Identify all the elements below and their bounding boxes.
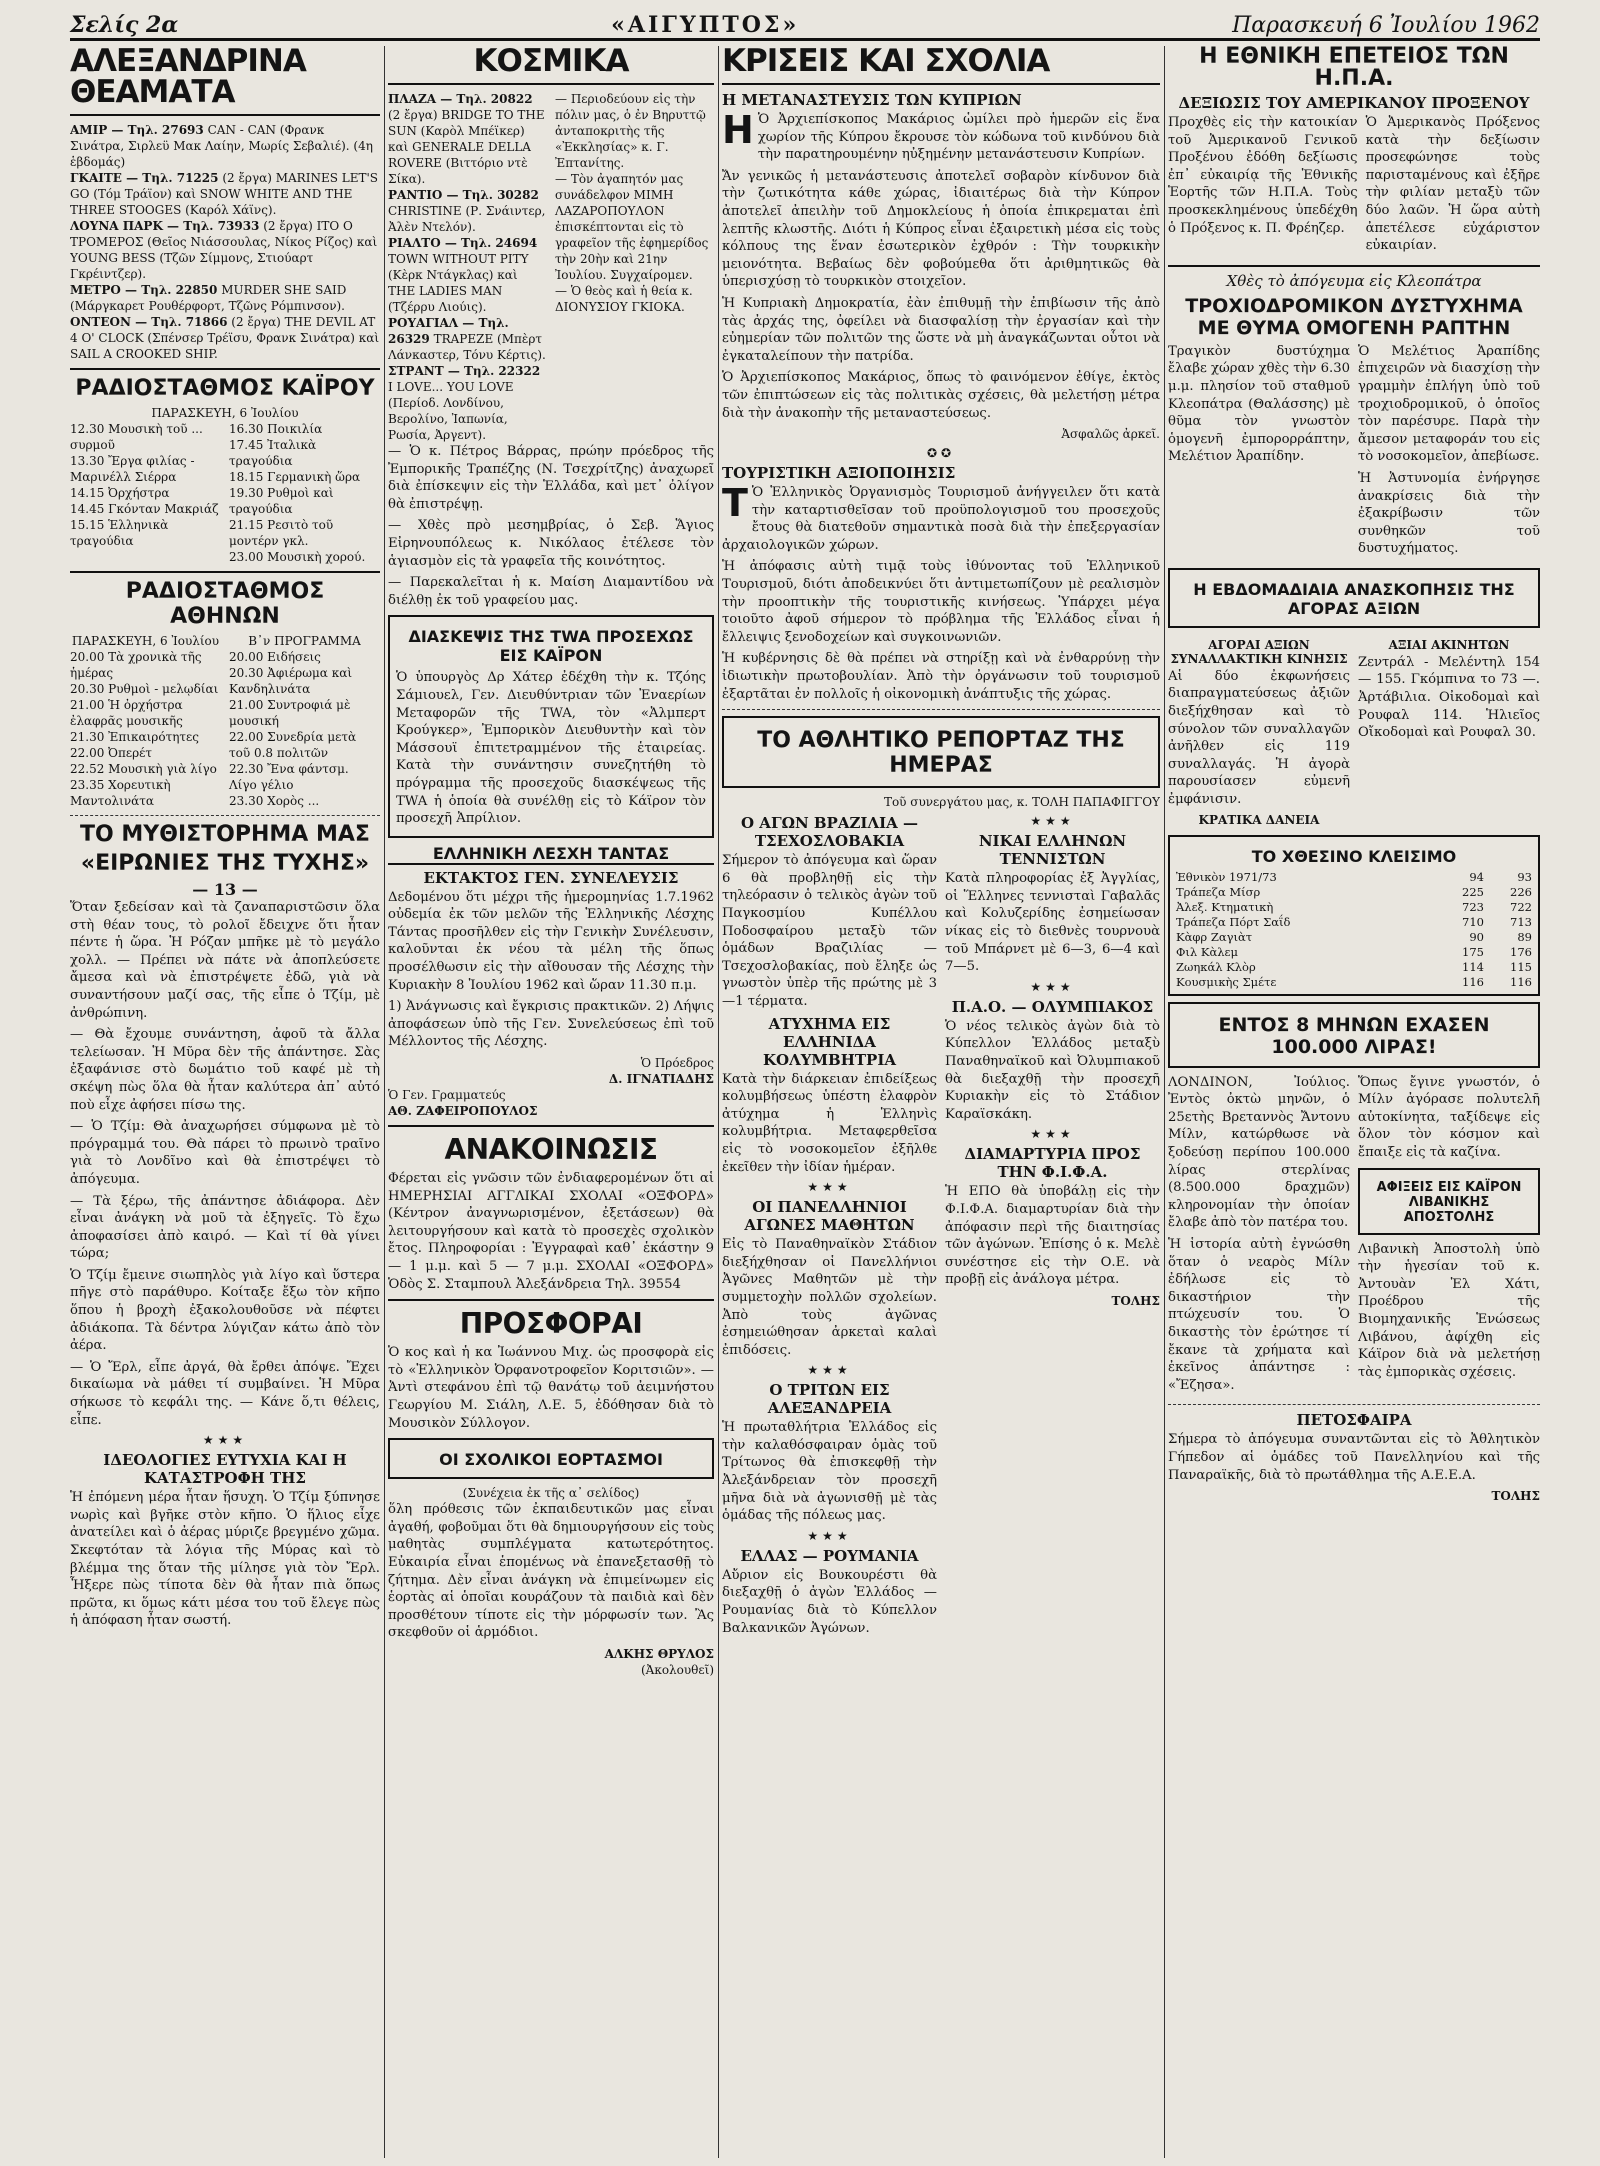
cinema-name: ΑΜΙΡ — Τηλ. 27693 xyxy=(70,123,204,137)
cinema-name: ΛΟΥΝΑ ΠΑΡΚ — Τηλ. 73933 xyxy=(70,219,260,233)
program-item: 20.00 Ειδήσεις xyxy=(229,650,321,664)
price: 176 xyxy=(1510,944,1532,959)
program-item: 21.15 Ρεσιτὸ τοῦ μοντέρν γκλ. xyxy=(229,518,334,548)
market-text: Αἱ δύο ἐκφωνήσεις διαπραγματεύσεως ἀξιῶν διεξήχθησαν καὶ τὸ σύνολον τῶν συναλλαγῶν ἀνῆλθεν εἰς 119 συναλλαγάς. Ἡ ἀγορὰ παρουσίασεν εὐμενῆ ἐμφάνισιν. xyxy=(1168,668,1350,808)
cyprus-paragraph: Ἄν γενικῶς ἡ μετανάστευσις ἀποτελεῖ σοβαρὸν κίνδυνον διὰ τὴν ζωτικότητα κάθε χώρας, ἰδιαιτέρως διὰ τὴν Κύπρον ἀποτελεῖ ἀπειλὴν τοῦ Δημοκλείους ἡ ὁποία ἐπικρεμαται ἐπὶ λεπτῆς κλωστῆς. Διότι ἡ Κύπρος εἶναι ἐξαιρετικὴ μέσα εἰς τοὺς κόλπους της ἕναν ἐσωτερικὸν ἐχθρόν : Τὴν τουρκικὴν μειονότητα. Βεβαίως δὲν φοβούμεθα ὅτι ἀριθμητικῶς θὰ ὑπερισχύσῃ τὸ τουρκικὸν στοιχεῖον. xyxy=(722,168,1160,290)
market-review-box xyxy=(1168,568,1540,628)
continued-note: (Συνέχεια ἐκ τῆς α᾽ σελίδος) xyxy=(462,1486,640,1501)
program-item: 21.00 Ἡ ὀρχήστρα ἐλαφρᾶς μουσικῆς xyxy=(70,698,183,728)
school-celebrations-box xyxy=(388,1438,714,1479)
twa-article xyxy=(388,615,714,837)
cyprus-paragraph: Ἡ Κυπριακὴ Δημοκρατία, ἐὰν ἐπιθυμῇ τὴν ἐπιβίωσιν τῆς ἀπὸ τὰς ἀρχάς της, ὀφείλει νὰ διασφαλίσῃ τὴν ἐργασίαν καὶ τὴν εὐημερίαν τῶν πολιτῶν της ὥστε νὰ μὴ ἀναγκάζωνται οὗτοι νὰ ἐγκαταλείπουν τὴν πατρίδα. xyxy=(722,295,1160,364)
sport-item-heading: Ο ΑΓΩΝ ΒΡΑΖΙΛΙΑ — ΤΣΕΧΟΣΛΟΒΑΚΙΑ xyxy=(741,814,918,851)
tourism-paragraph xyxy=(722,481,1160,554)
separator-stars: ★★★ xyxy=(1030,979,1075,994)
cinema-program: CHRISTINE (Ρ. Σνάιντερ, Ἀλὲν Ντελόν). xyxy=(388,204,546,234)
cinema-name: ΡΟΥΑΓΙΑΛ — Τηλ. 26329 xyxy=(388,316,509,346)
cinema-name: ΜΕΤΡΟ — Τηλ. 22850 xyxy=(70,283,218,297)
table-row xyxy=(1176,930,1532,945)
cinema-program: (2 ἔργα) BRIDGE TO THE SUN (Καρὸλ Μπέϊκερ) καὶ GENERALE DELLA ROVERE (Βιττόριο ντὲ Σίκα). xyxy=(388,108,545,186)
volleyball-heading: ΠΕΤΟΣΦΑΙΡΑ xyxy=(1296,1411,1412,1430)
radio-cairo-date: ΠΑΡΑΣΚΕΥΗ, 6 Ἰουλίου xyxy=(151,406,299,420)
page-number: Σελίς 2α xyxy=(70,12,179,38)
social-note: — Χθὲς πρὸ μεσημβρίας, ὁ Σεβ. Ἅγιος Εἰρηνουπόλεως κ. Νικόλαος ἐτέλεσε τὸν ἁγιασμὸν εἰς τὰ γραφεῖα τῆς κοινότητος. xyxy=(388,518,714,569)
security-name: Τράπεζα Μίσρ xyxy=(1176,884,1261,899)
sport-signature: ΤΟΛΗΣ xyxy=(1111,1293,1160,1308)
program-item: 18.15 Γερμανικὴ ὥρα xyxy=(229,470,361,484)
radio-cairo-program xyxy=(70,421,380,565)
volleyball-signature: ΤΟΛΗΣ xyxy=(1491,1489,1540,1504)
security-name: Φιλ Κὰλεμ xyxy=(1176,944,1238,959)
divider xyxy=(1168,265,1540,267)
column-1 xyxy=(70,46,380,2156)
novel-paragraph: Ἡ ἐπόμενη μέρα ἦταν ἥσυχη. Ὁ Τζίμ ξύπνησε νωρὶς καὶ βγῆκε στὸν κῆπο. Ὁ ἥλιος εἶχε ἀνατείλει καὶ ὁ ἀέρας μύριζε βρεγμένο χῶμα. Σκεφτόταν τὰ λόγια τῆς Μύρας καὶ τὸ βλέμμα της ὅταν τῆς μίλησε γιὰ τὸν Ἔρλ. Ἦξερε πὼς τίποτα δὲν θὰ ἦταν πιὰ ὅπως πρῶτα, κι ὅμως κάτι μέσα του τοῦ ἔλεγε πὼς ἡ ἀπόφαση ἦταν σωστή. xyxy=(70,1490,380,1629)
leschi-heading: ΕΛΛΗΝΙΚΗ ΛΕΣΧΗ ΤΑΝΤΑΣ xyxy=(388,844,714,865)
drop-cap: Η xyxy=(722,108,754,152)
divider xyxy=(388,83,714,85)
table-row xyxy=(1176,975,1532,990)
signature-role: Ὁ Γεν. Γραμματεύς xyxy=(388,1088,506,1103)
table-row xyxy=(1176,870,1532,885)
cinema-listing xyxy=(70,122,380,362)
column-3 xyxy=(722,46,1160,2156)
sport-item-text: Κατὰ τὴν διάρκειαν ἐπιδείξεως κολυμβήσεως ὑπέστη ἐλαφρὸν ἀτύχημα ἡ Ἑλληνὶς κολυμβήτρια. Μεταφερθεῖσα εἰς τὸ νοσοκομεῖον ἐξῆλθε ἐκεῖθεν τὴν ἰδίαν ἡμέραν. xyxy=(722,1071,937,1175)
novel-paragraph: — Ὁ Τζίμ: Θὰ ἀναχωρήσει σύμφωνα μὲ τὸ πρόγραμμά του. Θὰ πάρει τὸ πρωινὸ τραῖνο γιὰ τὸ Λονδῖνο καὶ θὰ ἐπιστρέψει τὸ ἀπόγευμα. xyxy=(70,1119,380,1187)
arrivals-heading: ΑΦΙΞΕΙΣ ΕΙΣ ΚΑΪΡΟΝ ΛΙΒΑΝΙΚΗΣ ΑΠΟΣΤΟΛΗΣ xyxy=(1376,1179,1522,1225)
social-note: — Ὁ κ. Πέτρος Βάρρας, πρώην πρόεδρος τῆς Ἐμπορικῆς Τραπέζης (Ν. Τσεχρίτζης) ἀναχωρεῖ διὰ ἐπίσκεψιν εἰς τὴν Ἑλλάδα, καὶ μετ᾽ ὀλίγον θὰ ἐπιστρέψῃ. xyxy=(388,444,714,512)
cinema-program: (2 ἔργα) MARINES LET'S GO (Τόμ Τράϊον) καὶ SNOW WHITE AND THE THREE STOOGES (Καρόλ Χάϊνς). xyxy=(70,171,378,217)
novel-paragraph: — Θὰ ἔχουμε συνάντηση, ἀφοῦ τὰ ἄλλα τελείωσαν. Ἡ Μῦρα δὲν τῆς ἀπάντησε. Σὰς ἐξαφάνισε στὸ δωμάτιο τοῦ καφέ μὲ τὴ σκέψη πὼς ὅλα θὰ ἦταν καλύτερα ἀπ᾽ αὐτό ποὺ εἶχε ἀφήσει πίσω της. xyxy=(70,1027,380,1113)
social-note: — Ὁ θεὸς καὶ ἡ θεία κ. ΔΙΟΝΥΣΙΟΥ ΓΚΙΟΚΑ. xyxy=(555,284,693,314)
price: 226 xyxy=(1510,884,1532,899)
separator-stars: ★★★ xyxy=(202,1433,248,1448)
accident-heading: ΤΡΟΧΙΟΔΡΟΜΙΚΟΝ ΔΥΣΤΥΧΗΜΑ ΜΕ ΘΥΜΑ ΟΜΟΓΕΝΗ ΡΑΠΤΗΝ xyxy=(1185,294,1523,339)
radio-athens-program xyxy=(70,633,380,809)
section-title-theamata: ΑΛΕΞΑΝΔΡΙΝΑ ΘΕΑΜΑΤΑ xyxy=(70,46,306,110)
program-item: 21.30 Ἐπικαιρότητες xyxy=(70,730,199,744)
price: 90 xyxy=(1469,929,1484,944)
novel-subheading: ΙΔΕΟΛΟΓΙΕΣ ΕΥΤΥΧΙΑ ΚΑΙ Η ΚΑΤΑΣΤΡΟΦΗ ΤΗΣ xyxy=(103,1451,347,1488)
market-subheading: ΑΓΟΡΑΙ ΑΞΙΩΝ ΣΥΝΑΛΛΑΚΤΙΚΗ ΚΙΝΗΣΙΣ xyxy=(1170,637,1348,666)
twa-heading: ΔΙΑΣΚΕΨΙΣ ΤΗΣ TWA ΠΡΟΣΕΧΩΣ ΕΙΣ ΚΑΪΡΟΝ xyxy=(408,627,694,666)
cyprus-lead: Ὁ Ἀρχιεπίσκοπος Μακάριος ὡμίλει πρὸ ἡμερῶν εἰς ἕνα χωρίον τῆς Κύπρου ἔκρουσε τὸν κώδωνα τοῦ κινδύνου διὰ τὴν παρατηρουμένην ηὐξημένην μετανάστευσιν Κυπρίων. xyxy=(757,112,1160,163)
tourism-heading: ΤΟΥΡΙΣΤΙΚΗ ΑΞΙΟΠΟΙΗΣΙΣ xyxy=(722,464,956,483)
price: 713 xyxy=(1510,914,1532,929)
program-item: 23.35 Χορευτικὴ Μαντολινάτα xyxy=(70,778,171,808)
issue-date: Παρασκευή 6 Ἰουλίου 1962 xyxy=(1232,13,1540,38)
divider xyxy=(388,1125,714,1127)
security-name: Κὰφρ Ζαγιὰτ xyxy=(1176,929,1253,944)
drop-cap: Τ xyxy=(722,481,748,526)
program-item: 19.30 Ρυθμοὶ καὶ τραγούδια xyxy=(229,486,334,516)
table-row xyxy=(1176,945,1532,960)
tourism-paragraph: Ἡ ἀπόφασις αὐτὴ τιμᾷ τοὺς ἰθύνοντας τοῦ Ἑλληνικοῦ Τουρισμοῦ, διότι ἀποδεικνύει ὅτι ἀντιμετωπίζουν μὲ ρεαλισμὸν τὴν προοπτικὴν τῆς τουριστικῆς κινήσεως. Ὑπάρχει μέγα τοιοῦτο ἀφοῦ σήμερον τὸ πρόβλημα τῆς Ἑλλάδος εἶναι ἡ ἔλλειψις ξενοδοχείων καὶ συγκοινωνιῶν. xyxy=(722,559,1160,645)
price: 116 xyxy=(1510,974,1532,989)
divider xyxy=(70,815,380,816)
program-item: 17.45 Ἰταλικὰ τραγούδια xyxy=(229,438,317,468)
table-row xyxy=(1176,960,1532,975)
lira-story-box xyxy=(1168,1002,1540,1068)
cinema-program: MURDER SHE SAID (Μάργκαρετ Ρουθέρφορτ, Τζῶνς Ρόμπινσον). xyxy=(70,283,347,313)
price: 93 xyxy=(1517,869,1532,884)
sport-item-text: Κατὰ πληροφορίας ἐξ Ἀγγλίας, οἱ Ἕλληνες τεννισταὶ Γαβαλᾶς καὶ Κολυζερίδης ἐσημείωσαν νίκας εἰς τὸ διεθνὲς τουρνουὰ τοῦ Μπάρνετ μὲ 6—3, 6—4 καὶ 7—5. xyxy=(945,871,1160,975)
kosmika-top xyxy=(388,91,714,443)
novel-chapter: — 13 — xyxy=(192,880,258,899)
program-item: 14.15 Ὀρχήστρα xyxy=(70,486,170,500)
sport-item-heading: ΑΤΥΧΗΜΑ ΕΙΣ ΕΛΛΗΝΙΔΑ ΚΟΛΥΜΒΗΤΡΙΑ xyxy=(762,1014,896,1069)
sport-item-heading: ΔΙΑΜΑΡΤΥΡΙΑ ΠΡΟΣ ΤΗΝ Φ.Ι.Φ.Α. xyxy=(964,1145,1141,1182)
radio-cairo-heading: ΡΑΔΙΟΣΤΑΘΜΟΣ ΚΑΪΡΟΥ xyxy=(75,376,375,401)
sport-header-box xyxy=(722,716,1160,788)
leschi-agenda: 1) Ἀνάγνωσις καὶ ἔγκρισις πρακτικῶν. 2) Λήψις ἀποφάσεων ὑπὸ τῆς Γεν. Συνελεύσεως ἐπὶ τοῦ Μέλλοντος τῆς Λέσχης. xyxy=(388,999,714,1050)
program-item: 22.52 Μουσικὴ γιὰ λίγο xyxy=(70,762,217,776)
column-4 xyxy=(1168,46,1540,2156)
lira-paragraph: Ὅπως ἔγινε γνωστόν, ὁ Μίλν ἀγόρασε πολυτελῆ αὐτοκίνητα, ταξίδεψε εἰς ὅλον τὸν κόσμον καὶ ἔπαιξε εἰς τὰ καζίνα. xyxy=(1358,1074,1540,1160)
tourism-paragraph: Ἡ κυβέρνησις δὲ θὰ πρέπει νὰ στηρίξῃ καὶ νὰ ἐνθαρρύνῃ τὴν ἰδιωτικὴν πρωτοβουλίαν. Ἀπὸ τὴν ὀργάνωσιν τοῦ τουρισμοῦ ἐξαρτᾶται ἐν πολλοῖς ἡ οἰκονομικὴ ἀνάπτυξις τῆς χώρας. xyxy=(722,651,1160,702)
program-item: 16.30 Ποικιλία xyxy=(229,422,323,436)
separator-stars: ★★★ xyxy=(1030,1127,1075,1142)
novel-title: «ΕΙΡΩΝΙΕΣ ΤΗΣ ΤΥΧΗΣ» xyxy=(80,851,370,876)
lira-paragraph: ΛΟΝΔΙΝΟΝ, Ἰούλιος. Ἐντὸς ὀκτὼ μηνῶν, ὁ 25ετὴς Βρεταννὸς Ἄντονυ Μίλν, κατώρθωσε νὰ ξοδεύσῃ περίπου 100.000 λίρας στερλίνας (8.500.000 δραχμῶν) κληρονομίαν τὴν ὁποίαν ἔλαβε ἀπὸ τὸν πατέρα του. xyxy=(1168,1074,1350,1231)
accident-paragraph: Τραγικὸν δυστύχημα ἔλαβε χώραν χθὲς τὴν 6.30 μ.μ. πλησίον τοῦ σταθμοῦ Κλεοπάτρα (Θαλάσσης) μὲ θῦμα τὸν γνωστὸν ὁμογενῆ ἐμπορορράπτην, Μελέτιον Ἀραπίδην. xyxy=(1168,343,1350,465)
social-note: — Περιοδεύουν εἰς τὴν πόλιν μας, ὁ ἐν Βηρυττῷ ἀνταποκριτὴς τῆς «Ἐκκλησίας» κ. Γ. Ἐπτανίτης. xyxy=(555,92,706,170)
cinema-program: CAN - CAN (Φρανκ Σινάτρα, Σιρλεϋ Μακ Λαίην, Μωρίς Σεβαλιέ). (4η ἑβδομάς) xyxy=(70,123,373,169)
leschi-text: Δεδομένου ὅτι μέχρι τῆς ἡμερομηνίας 1.7.1962 οὐδεμία ἐκ τῶν μελῶν τῆς Ἑλληνικῆς Λέσχης Τάντας προσῆλθεν εἰς τὴν Γενικὴν Συνέλευσιν, καλοῦνται ἐκ νέου τὰ μέλη τῆς ὅπως προσέλθωσιν εἰς τὴν αἴθουσαν τῆς Λέσχης τὴν Κυριακὴν 8 Ἰουλίου 1962 καὶ ὥραν 11.30 π.μ. xyxy=(388,889,714,993)
price: 94 xyxy=(1469,869,1484,884)
separator-stars: ★★★ xyxy=(807,1180,852,1195)
column-divider xyxy=(384,46,385,2158)
price: 89 xyxy=(1517,929,1532,944)
table-row xyxy=(1176,885,1532,900)
program-item: 13.30 Ἔργα φιλίας - Μαρινέλλ Σιέρρα xyxy=(70,454,195,484)
sport-item-text: Ἡ ΕΠΟ θὰ ὑποβάλῃ εἰς τὴν Φ.Ι.Φ.Α. διαμαρτυρίαν διὰ τὴν ἀπόφασιν περὶ τῆς διαιτησίας τῶν ἀγώνων. Ἐπίσης ὁ κ. Μελὲ συνέστησε εἰς τὴν Ο.Ε. νὰ προβῇ εἰς ἀνάλογα μέτρα. xyxy=(945,1184,1160,1288)
leschi-subheading: ΕΚΤΑΚΤΟΣ ΓΕΝ. ΣΥΝΕΛΕΥΣΙΣ xyxy=(423,868,679,887)
cinema-program: TOWN WITHOUT PITY (Κὲρκ Ντάγκλας) καὶ THE LADIES MAN (Τζέρρυ Λιούις). xyxy=(388,252,529,314)
program-item: 20.30 Ἀφιέρωμα καὶ Κανδηλινάτα xyxy=(229,666,353,696)
divider xyxy=(388,1299,714,1301)
program-item: 14.45 Γκόνταν Μακριάζ xyxy=(70,502,219,516)
cyprus-paragraph xyxy=(722,108,1160,164)
column-2 xyxy=(388,46,714,2156)
sport-byline: Τοῦ συνεργάτου μας, κ. ΤΟΛΗ ΠΑΠΑΦΙΓΓΟΥ xyxy=(883,795,1160,810)
cinema-name: ΠΛΑΖΑ — Τηλ. 20822 xyxy=(388,92,533,106)
separator-stars: ★★★ xyxy=(807,1363,852,1378)
sport-item-text: Εἰς τὸ Παναθηναϊκὸν Στάδιον διεξήχθησαν οἱ Πανελλήνιοι Ἀγῶνες Μαθητῶν μὲ τὴν συμμετοχὴν πολλῶν σχολείων. Ἀπὸ τοὺς ἀγῶνας ἐσημειώθησαν ἀρκεταὶ καλαὶ ἐπιδόσεις. xyxy=(722,1237,937,1358)
social-note: — Τὸν ἀγαπητόν μας συνάδελφον ΜΙΜΗ ΛΑΖΑΡΟΠΟΥΛΟΝ ἐπισκέπτονται εἰς τὸ γραφεῖον τῆς ἐφημερίδος τὴν 20ὴν καὶ 21ην Ἰουλίου. Συγχαίρομεν. xyxy=(555,172,709,282)
twa-text: Ὁ ὑπουργὸς Δρ Χάτερ ἐδέχθη τὴν κ. Τζόης Σάμιουελ, Γεν. Διευθύντριαν τῶν Ἐναερίων Μεταφορῶν τῆς TWA, τὸν «Ἀλμπερτ Κρούγκερ», Ἐμπορικὸν Διευθυντὴν καὶ τὸν Μάσσουϊ ἐπιτετραμμένον τῆς ἑταιρείας. Κατὰ τὴν συνάντησιν συνεζητήθη τὸ πρόγραμμα τῆς προσεχοῦς διασκέψεως τῆς TWA ἡ ὁποία θὰ συνέλθῃ εἰς τὸ Κάϊρον τὸν προσεχῆ Ἀπρίλιον. xyxy=(396,670,706,827)
separator-stars: ★★★ xyxy=(1030,814,1075,829)
accident-paragraph: Ἡ Ἀστυνομία ἐνήργησε ἀνακρίσεις διὰ τὴν ἐξακρίβωσιν τῶν συνθηκῶν τοῦ δυστυχήματος. xyxy=(1358,470,1540,557)
cinema-program: (2 ἔργα) THE DEVIL AT 4 O' CLOCK (Σπένσερ Τρέϊσυ, Φρανκ Σινάτρα) καὶ SAIL A CROOKED SHIP. xyxy=(70,315,380,361)
separator-stars: ✪✪ xyxy=(926,446,956,461)
cinema-name: ΓΚΑΙΤΕ — Τηλ. 71225 xyxy=(70,171,219,185)
price: 710 xyxy=(1462,914,1484,929)
school-celebrations-heading: ΟΙ ΣΧΟΛΙΚΟΙ ΕΟΡΤΑΣΜΟΙ xyxy=(439,1450,663,1470)
sport-heading: ΤΟ ΑΘΛΗΤΙΚΟ ΡΕΠΟΡΤΑΖ ΤΗΣ ΗΜΕΡΑΣ xyxy=(757,728,1125,779)
separator-stars: ★★★ xyxy=(807,1528,852,1543)
divider xyxy=(1168,1404,1540,1405)
security-name: Ἀλεξ. Κτηματικὴ xyxy=(1176,899,1274,914)
arrivals-box xyxy=(1358,1168,1540,1235)
arrivals-text: Λιβανικὴ Ἀποστολὴ ὑπὸ τὴν ἡγεσίαν τοῦ κ. Ἀντουὰν Ἐλ Χάτι, Προέδρου τῆς Βιομηχανικῆς Ἑνώσεως Λιβάνου, ἀφίχθη εἰς Κάϊρον διὰ νὰ μελετήσῃ τὰς ἐμπορικὰς σχέσεις. xyxy=(1358,1241,1540,1380)
radio-athens-heading: ΡΑΔΙΟΣΤΑΘΜΟΣ ΑΘΗΝΩΝ xyxy=(125,579,325,629)
novel-paragraph: Ὁ Τζίμ ἔμεινε σιωπηλὸς γιὰ λίγο καὶ ὕστερα πῆγε στὸ παράθυρο. Κοίταξε ἔξω τὸν κῆπο ὅπου ἡ βροχὴ ἐξακολουθοῦσε νὰ πέφτει ἀδιάκοπα. Τὰ δέντρα λύγιζαν κάτω ἀπὸ τὸν ἀέρα. xyxy=(70,1267,380,1354)
program-item: 22.30 Ἔνα φάντσμ. Λίγο γέλιο xyxy=(229,762,349,792)
security-name: Ζωηκάλ Κλὸρ xyxy=(1176,959,1256,974)
price: 114 xyxy=(1462,959,1484,974)
program-item: 20.30 Ρυθμοὶ - μελῳδίαι xyxy=(70,682,219,696)
tourism-lead: Ὁ Ἑλληνικὸς Ὀργανισμὸς Τουρισμοῦ ἀνήγγειλεν ὅτι κατὰ τὴν καταρτισθεῖσαν τοῦ προϋπολογισμοῦ του προσεχοῦς ἔτους θὰ διατεθοῦν σημαντικὰ ποσὰ διὰ τὴν ἐπεξεργασίαν ἀρχαιολογικῶν χώρων. xyxy=(722,485,1160,553)
program-item: 20.00 Τὰ χρονικὰ τῆς ἡμέρας xyxy=(70,650,202,680)
security-name: Κουσμικὴς Σμέτε xyxy=(1176,974,1277,989)
price: 723 xyxy=(1462,899,1484,914)
sport-item-heading: Ο ΤΡΙΤΩΝ ΕΙΣ ΑΛΕΞΑΝΔΡΕΙΑ xyxy=(767,1381,892,1418)
divider xyxy=(70,571,380,573)
price: 116 xyxy=(1462,974,1484,989)
novel-paragraph: — Ὁ Ἔρλ, εἶπε ἀργά, θὰ ἔρθει ἀπόψε. Ἔχει δικαίωμα νὰ μάθει τί συμβαίνει. Ἡ Μῦρα σήκωσε τὸ κεφάλι της. — Κάνε ὅ,τι θέλεις, εἶπε. xyxy=(70,1359,380,1428)
sport-columns xyxy=(722,810,1160,1641)
sport-item-heading: Π.Α.Ο. — ΟΛΥΜΠΙΑΚΟΣ xyxy=(951,997,1154,1016)
closing-prices-table xyxy=(1176,870,1532,990)
author-name: ΑΛΚΗΣ ΘΡΥΛΟΣ xyxy=(604,1646,714,1661)
prosfora-heading: ΠΡΟΣΦΟΡΑΙ xyxy=(459,1307,643,1341)
price: 722 xyxy=(1510,899,1532,914)
security-name: Τράπεζα Πόρτ Σαΐδ xyxy=(1176,914,1291,929)
anakoinosis-text: Φέρεται εἰς γνῶσιν τῶν ἐνδιαφερομένων ὅτι αἱ ΗΜΕΡΗΣΙΑΙ ΑΓΓΛΙΚΑΙ ΣΧΟΛΑΙ «ΟΞΦΟΡΔ» (Κέντρον ἀναγνωρισμένον, ἐξετάσεων) θὰ λειτουργήσουν καὶ κατὰ τὸ προσεχὲς σχολικὸν ἔτος. Πληροφορίαι : Ἐγγραφαὶ καθ᾽ ἑκάστην 9 — 1 μ.μ. καὶ 5 — 7 μ.μ. ΣΧΟΛΑΙ «ΟΞΦΟΡΔ» Ὁδὸς Σ. Σταμπουλ Ἀλεξάνδρεια Τηλ. 39554 xyxy=(388,1171,714,1292)
anakoinosis-heading: ΑΝΑΚΟΙΝΩΣΙΣ xyxy=(444,1133,658,1167)
usa-anniversary-heading: Η ΕΘΝΙΚΗ ΕΠΕΤΕΙΟΣ ΤΩΝ Η.Π.Α. xyxy=(1199,46,1509,91)
radio-athens-date: ΠΑΡΑΣΚΕΥΗ, 6 Ἰουλίου xyxy=(71,634,220,648)
section-title-kriseis: ΚΡΙΣΕΙΣ ΚΑΙ ΣΧΟΛΙΑ xyxy=(722,46,1050,79)
market-subheading: ΑΞΙΑΙ ΑΚΙΝΗΤΩΝ xyxy=(1388,637,1510,652)
cyprus-paragraph: Ὁ Ἀρχιεπίσκοπος Μακάριος, ὅπως τὸ φαινόμενον ἐθίγε, ἐκτὸς τῶν ἐπιπτώσεων εἰς τὰς πολιτικὰς σχέσεις, θὰ μελετήσῃ μέτρα διὰ τὴν ἀνακοπὴν τῆς μεταναστεύσεως. xyxy=(722,370,1160,421)
column-divider xyxy=(1164,46,1165,2158)
sport-item-text: Ἡ πρωταθλήτρια Ἑλλάδος εἰς τὴν καλαθόσφαιραν ὁμὰς τοῦ Τρίτωνος θὰ ἐπισκεφθῇ τὴν Ἀλεξάνδρειαν τὸν προσεχῆ μῆνα διὰ νὰ ἀγωνισθῇ μὲ τὰς ὁμάδας τῆς πόλεως μας. xyxy=(722,1420,937,1524)
school-celebrations-text: ὅλη πρόθεσις τῶν ἐκπαιδευτικῶν μας εἶναι ἀγαθή, φοβοῦμαι ὅτι θὰ δημιουργήσουν εἰς τοὺς μαθητὰς συμπλέγματα κατωτερότητος. Εὐκαιρία εἶναι ἑπομένως νὰ ἐπανεξετασθῇ τὸ ζήτημα. Δὲν εἶναι ἀνάγκη νὰ ἐπιμείνωμεν εἰς ἑορτὰς αἱ ὁποῖαι κουράζουν τὰ παιδιὰ καὶ δὲν προσθέτουν τίποτε εἰς τὴν μόρφωσίν των. Ἂς σκεφθοῦν οἱ ἁρμόδιοι. xyxy=(388,1502,714,1641)
market-review-columns xyxy=(1168,634,1540,829)
cinema-program: I LOVE... YOU LOVE (Περίοδ. Λονδίνου, Βερολίνο, Ἰαπωνία, Ρωσία, Ἀργεντ). xyxy=(388,380,514,442)
accident-kicker: Χθὲς τὸ ἀπόγευμα εἰς Κλεοπάτρα xyxy=(1226,271,1482,290)
divider xyxy=(722,709,1160,710)
usa-anniversary-subheading: ΔΕΞΙΩΣΙΣ ΤΟΥ ΑΜΕΡΙΚΑΝΟΥ ΠΡΟΞΕΝΟΥ xyxy=(1178,94,1530,112)
usa-paragraph: Προχθὲς εἰς τὴν κατοικίαν τοῦ Ἀμερικανοῦ Γενικοῦ Προξένου ἐδόθη δεξίωσις ἐπ᾽ εὐκαιρίᾳ τῆς Ἐθνικῆς Ἑορτῆς τῶν Η.Π.Α. Τοὺς προσκεκλημένους ὑπεδέχθη ὁ Πρόξενος κ. Π. Φρέηζερ. xyxy=(1168,115,1358,236)
second-program-heading: Β᾽ν ΠΡΟΓΡΑΜΜΑ xyxy=(248,634,361,648)
program-item: 15.15 Ἑλληνικὰ τραγούδια xyxy=(70,518,169,548)
program-item: 12.30 Μουσικὴ τοῦ ... συρμοῦ xyxy=(70,422,203,452)
section-title-kosmika: ΚΟΣΜΙΚΑ xyxy=(473,46,629,79)
novel-paragraph: — Τὰ ξέρω, τῆς ἀπάντησε ἀδιάφορα. Δὲν εἶναι ἀνάγκη νὰ μοῦ τὰ ἐξηγεῖς. Τὸ ἔχω ἀποφασίσει ἀπὸ καιρό. — Καὶ τί θὰ γίνει τώρα; xyxy=(70,1193,380,1262)
price: 225 xyxy=(1462,884,1484,899)
sport-item-heading: ΟΙ ΠΑΝΕΛΛΗΝΙΟΙ ΑΓΩΝΕΣ ΜΑΘΗΤΩΝ xyxy=(744,1198,915,1235)
sport-item-text: Ὁ νέος τελικὸς ἀγὼν διὰ τὸ Κύπελλον Ἑλλάδος μεταξὺ Παναθηναϊκοῦ καὶ Ὀλυμπιακοῦ θὰ διεξαχθῇ τὴν προσεχῆ Κυριακὴν εἰς τὸ Στάδιον Καραϊσκάκη. xyxy=(945,1018,1160,1122)
volleyball-text: Σήμερα τὸ ἀπόγευμα συναντῶνται εἰς τὸ Ἀθλητικὸν Γήπεδον αἱ ὁμάδες τοῦ Πανελληνίου καὶ τῆς Παναραϊκῆς, διὰ τὸ πρωτάθλημα τῆς Α.Ε.Ε.Α. xyxy=(1168,1432,1540,1483)
cinema-program: TRAPEZE (Μπὲρτ Λάνκαστερ, Τόνυ Κέρτις). xyxy=(388,332,546,362)
cinema-name: ΟΝΤΕΟΝ — Τηλ. 71866 xyxy=(70,315,228,329)
program-item: 22.00 Συνεδρία μετὰ τοῦ 0.8 πολιτῶν xyxy=(229,730,357,760)
lira-story-heading: ΕΝΤΟΣ 8 ΜΗΝΩΝ ΕΧΑΣΕΝ 100.000 ΛΙΡΑΣ! xyxy=(1218,1013,1490,1058)
market-text: Ζεντράλ - Μελέντηλ 154 — 155. Γκόμπινα το 73 —. Ἀρτάβιλια. Οἰκοδομαὶ καὶ Ρουφαλ 114. Ἡλιεῖος Οἴκοδομαὶ καὶ Ρουφαλ 30. xyxy=(1358,654,1540,741)
newspaper-name: «ΑΙΓΥΠΤΟΣ» xyxy=(611,12,800,38)
lira-paragraph: Ἡ ἱστορία αὐτὴ ἐγνώσθη ὅταν ὁ νεαρὸς Μίλν ἐδήλωσε εἰς τὸ δικαστήριον τὴν πτώχευσίν του. Ὁ δικαστὴς τὸν ἐρώτησε τί ἔκανε τὰ χρήματα καὶ ἐκεῖνος ἀπάντησε : «Ἔζησα». xyxy=(1168,1236,1350,1393)
novel-section-heading: ΤΟ ΜΥΘΙΣΤΟΡΗΜΑ ΜΑΣ xyxy=(80,822,370,847)
closing-prices-heading: ΤΟ ΧΘΕΣΙΝΟ ΚΛΕΙΣΙΜΟ xyxy=(1251,846,1457,866)
usa-anniversary-text xyxy=(1168,114,1540,259)
cyprus-heading: Η ΜΕΤΑΝΑΣΤΕΥΣΙΣ ΤΩΝ ΚΥΠΡΙΩΝ xyxy=(722,91,1022,109)
table-row xyxy=(1176,915,1532,930)
cyprus-closing: Ἀσφαλῶς ἀρκεῖ. xyxy=(1061,427,1160,442)
program-item: 22.00 Ὀπερέτ xyxy=(70,746,153,760)
social-notes xyxy=(555,91,714,443)
masthead xyxy=(70,4,1540,41)
lira-story-text xyxy=(1168,1074,1540,1399)
market-subheading: ΚΡΑΤΙΚΑ ΔΑΝΕΙΑ xyxy=(1198,812,1320,827)
price: 115 xyxy=(1510,959,1532,974)
cinema-listing-2 xyxy=(388,91,547,443)
novel-paragraph: Ὅταν ξεδείσαν καὶ τὰ ζαναπαριστῶσιν ὅλα στὴ θέαν τους, τὸ ρολοῖ ἔδειχνε ὅτι ἦταν πέντε ἡ ὥρα. Ἡ Ρόζαν μπῆκε μὲ τὸ μεγάλο χολλ. — Πρέπει νὰ πάτε νὰ ἀποπλεύσετε ἄμεσα καὶ νὰ ἐπιστρέψετε ἐδῶ, γιὰ νὰ συναντήσουν μαζί σας, τῆς εἶπε ὁ Τζίμ, μὲ ἀνθρώπινη. xyxy=(70,900,380,1021)
social-note: — Παρεκαλεῖται ἡ κ. Μαίση Διαμαντίδου νὰ διέλθῃ ἐκ τοῦ γραφείου μας. xyxy=(388,575,714,608)
divider xyxy=(70,368,380,370)
prosfora-text: Ὁ κος καὶ ἡ κα Ἰωάννου Μιχ. ὡς προσφορὰ εἰς τὸ «Ἐλληνικὸν Ὀρφανοτροφεῖον Κοριτσιῶν». — Ἀντὶ στεφάνου ἐπὶ τῷ θανάτῳ τοῦ ἀειμνήστου Γεωργίου Μ. Σιάλη, Λ.Ε. 5, ἐδόθησαν διὰ τὸ Μουσικὸν Σύλλογον. xyxy=(388,1345,714,1431)
cinema-program: (2 ἔργα) ΙΤΟ Ο ΤΡΟΜΕΡΟΣ (Θεῖος Νιάσσουλας, Νίκος Ρίζος) καὶ YOUNG BESS (Τζῶν Σίμμονς, Στιούαρτ Γκρέιντζερ). xyxy=(70,219,378,281)
table-row xyxy=(1176,900,1532,915)
sport-item-heading: ΝΙΚΑΙ ΕΛΛΗΝΩΝ ΤΕΝΝΙΣΤΩΝ xyxy=(978,832,1127,869)
signature-role: Ὁ Πρόεδρος xyxy=(640,1056,714,1071)
cinema-name: ΡΙΑΛΤΟ — Τηλ. 24694 xyxy=(388,236,538,250)
signature-name: Δ. ΙΓΝΑΤΙΑΔΗΣ xyxy=(608,1072,714,1087)
column-divider xyxy=(718,46,719,2158)
sport-item-text: Σήμερον τὸ ἀπόγευμα καὶ ὥραν 6 θὰ προβληθῇ εἰς τὴν τηλεόρασιν ὁ τελικὸς ἀγὼν τοῦ Παγκοσμίου Κυπέλλου Ποδοσφαίρου μεταξὺ τῶν ὁμάδων Βραζιλίας — Τσεχοσλοβακίας, ποὺ ἔληξε ὡς γνωστὸν ὑπὲρ τῆς πρώτης μὲ 3—1 τέρματα. xyxy=(722,853,937,1009)
accident-paragraph: Ὁ Μελέτιος Ἀραπίδης ἐπιχειρῶν νὰ διασχίσῃ τὴν γραμμὴν ἐπλήγη ὑπὸ τοῦ τροχιοδρομικοῦ, ὁ ὁποῖος τὸν παρέσυρε. Παρὰ τὴν ἄμεσον μεταφοράν του εἰς τὸ νοσοκομεῖον, ἀπεβίωσε. xyxy=(1358,343,1540,465)
follows-note: (Ἀκολουθεῖ) xyxy=(640,1662,714,1677)
usa-paragraph: Ὁ Ἀμερικανὸς Πρόξενος κατὰ τὴν δεξίωσιν προσεφώνησε τοὺς παρισταμένους καὶ ἐξῆρε τὴν φιλίαν μεταξὺ τῶν δύο λαῶν. Ἡ ὥρα αὐτὴ ἀπετέλεσε εὐχάριστον εὐκαιρίαν. xyxy=(1365,115,1540,254)
sport-item-text: Αὔριον εἰς Βουκουρέστι θὰ διεξαχθῇ ὁ ἀγὼν Ἑλλάδος — Ρουμανίας διὰ τὸ Κύπελλον Βαλκανικῶν Ἀγώνων. xyxy=(722,1567,937,1636)
price: 175 xyxy=(1462,944,1484,959)
accident-text xyxy=(1168,343,1540,562)
signature-name: ΑΘ. ΖΑΦΕΙΡΟΠΟΥΛΟΣ xyxy=(388,1104,538,1119)
cinema-name: ΣΤΡΑΝΤ — Τηλ. 22322 xyxy=(388,364,541,378)
program-item: 23.30 Χορὸς ... xyxy=(229,794,320,808)
divider xyxy=(722,83,1160,85)
market-review-heading: Η ΕΒΔΟΜΑΔΙΑΙΑ ΑΝΑΣΚΟΠΗΣΙΣ ΤΗΣ ΑΓΟΡΑΣ ΑΞΙΩΝ xyxy=(1193,579,1515,618)
cinema-name: ΡΑΝΤΙΟ — Τηλ. 30282 xyxy=(388,188,539,202)
divider xyxy=(70,114,380,116)
program-item: 23.00 Μουσικὴ χορού. xyxy=(229,550,366,564)
program-item: 21.00 Συντροφιά μὲ μουσική xyxy=(229,698,351,728)
sport-item-heading: ΕΛΛΑΣ — ΡΟΥΜΑΝΙΑ xyxy=(740,1546,919,1565)
closing-prices-box xyxy=(1168,835,1540,996)
security-name: Ἐθνικὸν 1971/73 xyxy=(1176,869,1277,884)
